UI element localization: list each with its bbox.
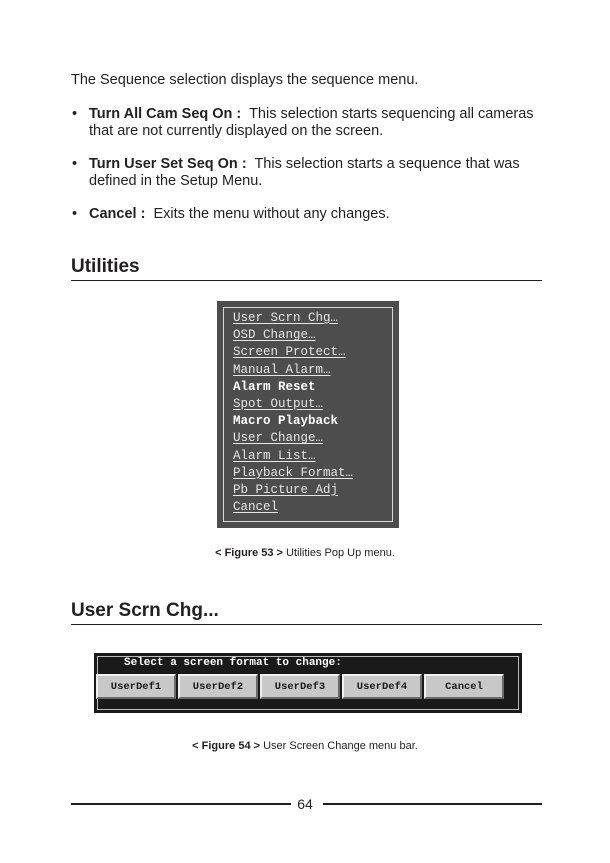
menu-item-alarm-reset[interactable]: Alarm Reset — [233, 379, 316, 394]
cancel-button[interactable]: Cancel — [424, 674, 504, 699]
intro-text: The Sequence selection displays the sequence menu. — [71, 72, 419, 88]
figure-text: Utilities Pop Up menu. — [286, 547, 395, 559]
userdef3-button[interactable]: UserDef3 — [260, 674, 340, 699]
user-screen-change-menu-bar — [94, 653, 522, 713]
menu-item-spot-output[interactable]: Spot Output… — [233, 396, 324, 411]
bullet-turn-user-set-seq — [71, 156, 551, 190]
utilities-menu-list — [233, 310, 353, 516]
figure-53-caption — [0, 547, 610, 559]
bullet-turn-all-cam-seq — [71, 106, 551, 140]
userdef4-button[interactable]: UserDef4 — [342, 674, 422, 699]
menu-item-pb-picture-adj[interactable]: Pb Picture Adj — [233, 482, 339, 497]
menu-item-playback-format[interactable]: Playback Format… — [233, 465, 354, 480]
userdef2-button[interactable]: UserDef2 — [178, 674, 258, 699]
menu-item-screen-protect[interactable]: Screen Protect… — [233, 345, 346, 360]
utilities-popup-menu — [217, 301, 399, 528]
menu-item-user-scrn-chg[interactable]: User Scrn Chg… — [233, 311, 339, 325]
bullet-term: Turn User Set Seq On : — [89, 156, 247, 172]
page-number: 64 — [297, 796, 313, 812]
menu-item-cancel[interactable]: Cancel — [233, 500, 279, 515]
figure-label: < Figure 54 > — [192, 740, 261, 752]
bar-button-row — [96, 674, 504, 699]
figure-text: User Screen Change menu bar. — [263, 740, 418, 752]
bullet-term: Turn All Cam Seq On : — [89, 106, 242, 122]
bullet-term: Cancel : — [89, 206, 146, 222]
bullet-dot: • — [72, 206, 78, 222]
bullet-dot: • — [72, 156, 78, 172]
bullet-desc: Exits the menu without any changes. — [153, 206, 390, 222]
bullet-dot: • — [72, 106, 78, 122]
user-scrn-chg-heading: User Scrn Chg... — [71, 600, 542, 625]
sequence-bullets — [71, 106, 551, 239]
menu-item-manual-alarm[interactable]: Manual Alarm… — [233, 362, 331, 377]
menu-item-alarm-list[interactable]: Alarm List… — [233, 448, 316, 463]
bullet-cancel — [71, 206, 551, 223]
menu-item-user-change[interactable]: User Change… — [233, 431, 324, 446]
utilities-heading: Utilities — [71, 256, 542, 281]
bullet-desc: This selection starts sequencing all cameras that are not currently displayed on the screen. — [89, 106, 534, 139]
bar-prompt: Select a screen format to change: — [124, 657, 342, 669]
menu-item-macro-playback[interactable]: Macro Playback — [233, 414, 339, 429]
userdef1-button[interactable]: UserDef1 — [96, 674, 176, 699]
menu-item-osd-change[interactable]: OSD Change… — [233, 328, 316, 343]
figure-label: < Figure 53 > — [215, 547, 283, 559]
bullet-desc: This selection starts a sequence that was defined in the Setup Menu. — [89, 156, 520, 189]
figure-54-caption — [0, 740, 610, 752]
footer-rule-right — [323, 803, 542, 805]
